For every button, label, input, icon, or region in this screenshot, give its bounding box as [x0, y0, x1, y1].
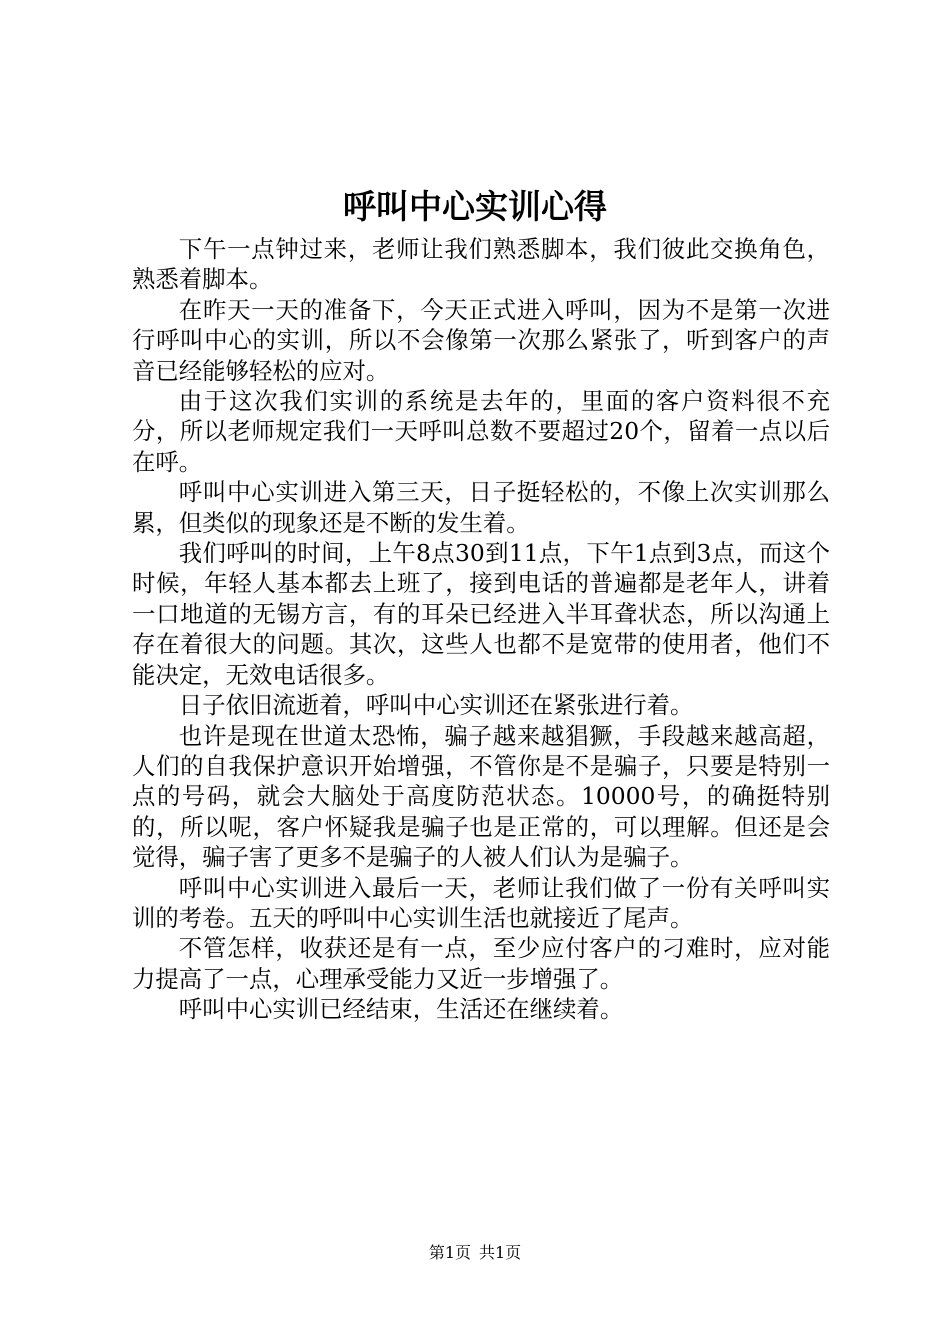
paragraph: 呼叫中心实训进入第三天，日子挺轻松的，不像上次实训那么累，但类似的现象还是不断的发生着。 — [132, 478, 830, 537]
paragraph: 在昨天一天的准备下，今天正式进入呼叫，因为不是第一次进行呼叫中心的实训，所以不会像第一次那么紧张了，听到客户的声音已经能够轻松的应对。 — [132, 295, 830, 385]
paragraph: 呼叫中心实训已经结束，生活还在继续着。 — [178, 995, 624, 1024]
document-body — [132, 234, 830, 1025]
paragraph: 也许是现在世道太恐怖，骗子越来越猖獗，手段越来越高超，人们的自我保护意识开始增强，不管你是不是骗子，只要是特别一点的号码，就会大脑处于高度防范状态。10000号，的确挺特别的，所以呢，客户怀疑我是骗子也是正常的，可以理解。但还是会觉得，骗子害了更多不是骗子的人被人们认为是骗子。 — [132, 721, 830, 872]
paragraph: 不管怎样，收获还是有一点，至少应付客户的刁难时，应对能力提高了一点，心理承受能力又近一步增强了。 — [132, 934, 830, 993]
document-title: 呼叫中心实训心得 — [343, 187, 607, 226]
page-footer — [0, 1241, 950, 1265]
paragraph: 日子依旧流逝着，呼叫中心实训还在紧张进行着。 — [178, 691, 694, 720]
page-number: 第1页 — [428, 1243, 471, 1262]
page-total: 共1页 — [479, 1243, 522, 1262]
paragraph: 呼叫中心实训进入最后一天，老师让我们做了一份有关呼叫实训的考卷。五天的呼叫中心实训生活也就接近了尾声。 — [132, 873, 830, 932]
paragraph: 由于这次我们实训的系统是去年的，里面的客户资料很不充分，所以老师规定我们一天呼叫总数不要超过20个，留着一点以后在呼。 — [132, 387, 830, 476]
paragraph: 我们呼叫的时间，上午8点30到11点，下午1点到3点，而这个时候，年轻人基本都去上班了，接到电话的普遍都是老年人，讲着一口地道的无锡方言，有的耳朵已经进入半耳聋状态，所以沟通上存在着很大的问题。其次，这些人也都不是宽带的使用者，他们不能决定，无效电话很多。 — [132, 539, 830, 689]
paragraph: 下午一点钟过来，老师让我们熟悉脚本，我们彼此交换角色，熟悉着脚本。 — [132, 235, 830, 294]
